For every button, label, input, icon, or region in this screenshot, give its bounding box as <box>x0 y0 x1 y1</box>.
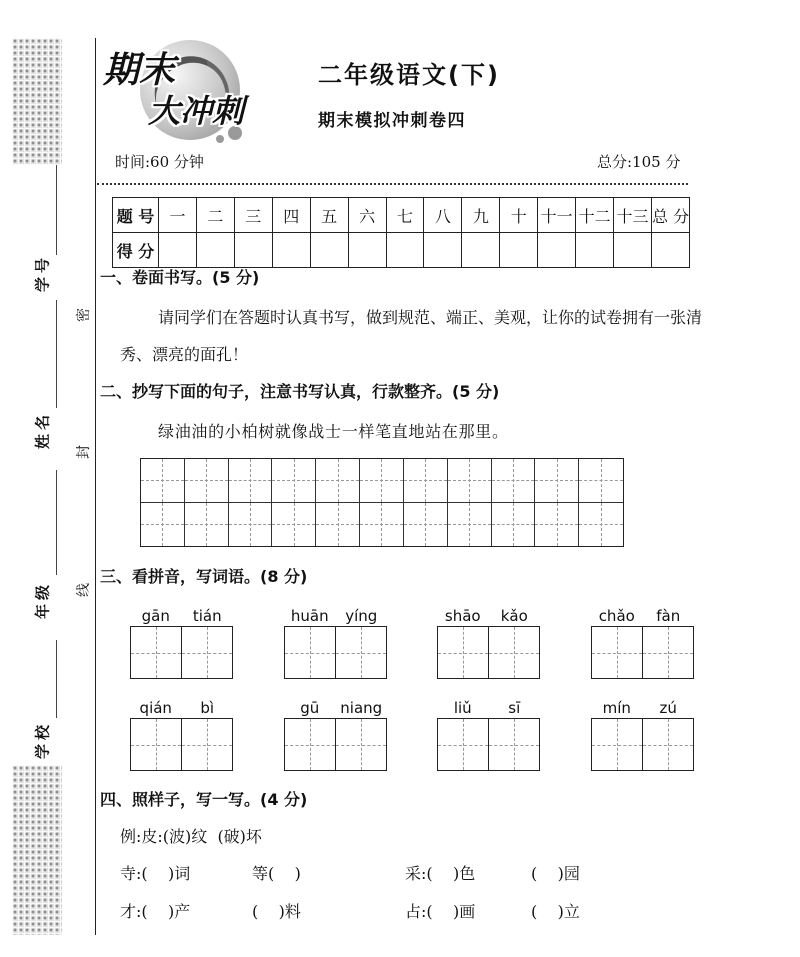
grid-cell <box>185 459 229 503</box>
character-box <box>181 719 232 770</box>
margin-pattern-top <box>12 38 62 165</box>
character-box-pair <box>130 718 233 771</box>
grid-cell <box>492 503 536 547</box>
pinyin-word <box>284 606 387 679</box>
pinyin-syllable: yíng <box>345 607 378 625</box>
page-title: 二年级语文(下) <box>318 61 500 89</box>
pinyin-syllable: shāo <box>444 607 481 625</box>
score-table-blank-cell <box>348 233 386 268</box>
grid-cell <box>535 459 579 503</box>
pinyin-word <box>130 606 233 679</box>
score-table-score-row <box>113 233 690 268</box>
grid-cell <box>404 459 448 503</box>
logo-text-line2: 大冲刺 <box>148 92 245 130</box>
section2-sentence: 绿油油的小柏树就像战士一样笔直地站在那里。 <box>158 422 509 441</box>
character-box-pair <box>591 718 694 771</box>
logo <box>100 38 250 148</box>
fill-in-item: 等( ) <box>252 864 301 883</box>
pinyin-word <box>284 698 387 771</box>
section4-heading: 四、照样子，写一写。(4 分) <box>100 790 308 809</box>
pinyin-syllable: tián <box>192 607 222 625</box>
grid-cell <box>141 459 185 503</box>
section1-text-line1: 请同学们在答题时认真书写，做到规范、端正、美观，让你的试卷拥有一张清 <box>158 308 703 327</box>
character-box-pair <box>437 718 540 771</box>
name-label: 姓名 <box>33 410 52 450</box>
fill-in-item: 寺:( )词 <box>120 864 191 883</box>
character-box-pair <box>284 626 387 679</box>
score-table-blank-cell <box>462 233 500 268</box>
pinyin-row <box>130 606 233 626</box>
total-score: 总分:105 分 <box>597 153 681 171</box>
character-box <box>592 627 642 678</box>
grid-cell <box>360 503 404 547</box>
section4-example: 例:皮:(波)纹 (破)坏 <box>120 827 262 846</box>
score-table-blank-cell <box>159 233 197 268</box>
score-table-header-cell: 五 <box>310 198 348 233</box>
pinyin-syllable: zú <box>659 699 677 717</box>
pinyin-syllable: gū <box>300 699 320 717</box>
score-table-blank-cell <box>424 233 462 268</box>
school-fill-line <box>56 640 57 718</box>
seal-char-mi: 密 <box>76 308 92 322</box>
character-box <box>642 627 693 678</box>
pinyin-row <box>284 606 387 626</box>
character-box-pair <box>284 718 387 771</box>
score-table-header-cell: 三 <box>234 198 272 233</box>
pinyin-syllable: huān <box>290 607 329 625</box>
pinyin-word <box>437 606 540 679</box>
character-box <box>438 627 488 678</box>
pinyin-row <box>437 606 540 626</box>
score-table-header-cell: 十一 <box>538 198 576 233</box>
grid-cell <box>316 503 360 547</box>
pinyin-word <box>130 698 233 771</box>
score-table-question-label: 题 号 <box>113 198 159 233</box>
fill-in-item: 占:( )画 <box>405 902 476 921</box>
pinyin-syllable: chǎo <box>598 607 635 625</box>
grade-label: 年级 <box>33 580 52 620</box>
grid-cell <box>141 503 185 547</box>
character-box <box>181 627 232 678</box>
grid-cell <box>229 459 273 503</box>
score-table <box>112 197 690 268</box>
grid-cell <box>448 503 492 547</box>
grid-cell <box>579 503 623 547</box>
school-label: 学校 <box>33 720 52 760</box>
logo-text-line1: 期末 <box>103 50 176 91</box>
score-table-blank-cell <box>386 233 424 268</box>
pinyin-syllable: qián <box>139 699 172 717</box>
exam-time: 时间:60 分钟 <box>115 153 204 171</box>
grid-cell <box>229 503 273 547</box>
grid-cell <box>404 503 448 547</box>
score-table-header-cell: 七 <box>386 198 424 233</box>
seal-char-feng: 封 <box>76 445 92 459</box>
pinyin-row <box>591 606 694 626</box>
copy-writing-grid <box>140 458 624 547</box>
character-box <box>131 719 181 770</box>
logo-dot <box>216 135 224 143</box>
pinyin-word <box>591 606 694 679</box>
seal-char-xian: 线 <box>76 583 92 597</box>
character-box <box>285 627 335 678</box>
section3-heading: 三、看拼音，写词语。(8 分) <box>100 567 308 586</box>
fill-in-item: ( )立 <box>531 902 580 921</box>
pinyin-row <box>591 698 694 718</box>
character-box <box>592 719 642 770</box>
student-id-fill-line <box>56 165 57 255</box>
character-box <box>488 627 539 678</box>
section1-heading: 一、卷面书写。(5 分) <box>100 268 260 287</box>
pinyin-syllable: bì <box>200 699 215 717</box>
character-box <box>438 719 488 770</box>
pinyin-row <box>284 698 387 718</box>
pinyin-syllable: kǎo <box>500 607 528 625</box>
grid-cell <box>448 459 492 503</box>
score-table-blank-cell <box>651 233 689 268</box>
grid-cell <box>579 459 623 503</box>
binding-line <box>95 38 96 935</box>
name-fill-line <box>56 300 57 408</box>
student-id-label: 学号 <box>33 253 52 293</box>
score-table-header-row <box>113 198 690 233</box>
fill-in-item: 采:( )色 <box>405 864 476 883</box>
page-subtitle: 期末模拟冲刺卷四 <box>318 111 466 131</box>
score-table-blank-cell <box>234 233 272 268</box>
grid-cell <box>492 459 536 503</box>
score-table-header-cell: 八 <box>424 198 462 233</box>
pinyin-syllable: niang <box>340 699 383 717</box>
score-table-header-cell: 二 <box>196 198 234 233</box>
pinyin-syllable: fàn <box>656 607 681 625</box>
score-table-header-cell: 总 分 <box>651 198 689 233</box>
pinyin-word <box>437 698 540 771</box>
character-box <box>642 719 693 770</box>
margin-pattern-bottom <box>12 765 62 935</box>
score-table-blank-cell <box>538 233 576 268</box>
fill-in-item: 才:( )产 <box>120 902 191 921</box>
grid-cell <box>316 459 360 503</box>
score-table-blank-cell <box>196 233 234 268</box>
pinyin-syllable: sī <box>508 699 521 717</box>
pinyin-syllable: mín <box>602 699 631 717</box>
character-box <box>335 719 386 770</box>
score-table-header-cell: 九 <box>462 198 500 233</box>
character-box-pair <box>591 626 694 679</box>
grid-cell <box>272 459 316 503</box>
score-table-header-cell: 十三 <box>614 198 652 233</box>
pinyin-word <box>591 698 694 771</box>
section1-text-line2: 秀、漂亮的面孔！ <box>120 345 249 364</box>
score-table-header-cell: 十 <box>500 198 538 233</box>
score-table-header-cell: 十二 <box>576 198 614 233</box>
score-table-header-cell: 一 <box>159 198 197 233</box>
character-box-pair <box>437 626 540 679</box>
score-table-blank-cell <box>310 233 348 268</box>
grid-cell <box>535 503 579 547</box>
character-box <box>335 627 386 678</box>
pinyin-syllable: liǔ <box>453 699 472 717</box>
score-table-header-cell: 四 <box>272 198 310 233</box>
score-table-blank-cell <box>500 233 538 268</box>
header-divider <box>97 183 688 185</box>
score-table-blank-cell <box>272 233 310 268</box>
grid-cell <box>185 503 229 547</box>
pinyin-row <box>130 698 233 718</box>
pinyin-syllable: gān <box>141 607 170 625</box>
score-table-blank-cell <box>576 233 614 268</box>
grade-fill-line <box>56 470 57 575</box>
grid-cell <box>360 459 404 503</box>
score-table-blank-cell <box>614 233 652 268</box>
character-box <box>285 719 335 770</box>
fill-in-item: ( )料 <box>252 902 301 921</box>
fill-in-item: ( )园 <box>531 864 580 883</box>
score-table-score-label: 得 分 <box>113 233 159 268</box>
character-box-pair <box>130 626 233 679</box>
character-box <box>131 627 181 678</box>
pinyin-row <box>437 698 540 718</box>
character-box <box>488 719 539 770</box>
grid-cell <box>272 503 316 547</box>
score-table-header-cell: 六 <box>348 198 386 233</box>
section2-heading: 二、抄写下面的句子，注意书写认真，行款整齐。(5 分) <box>100 382 500 401</box>
